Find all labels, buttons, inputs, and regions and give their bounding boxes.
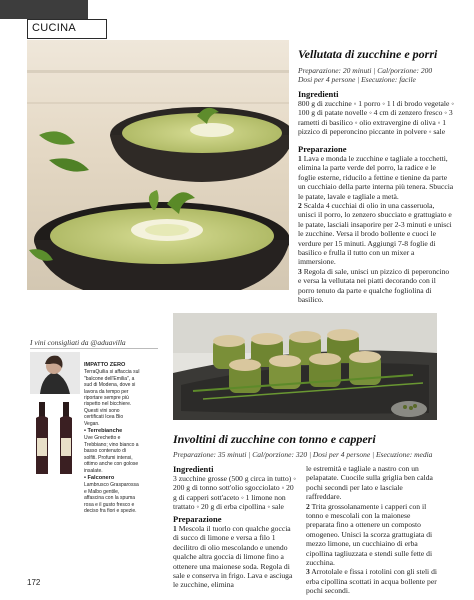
recipe2-step1-continued: le estremità e tagliale a nastro con un pelapatate. Cuocile sulla griglia ben calda pochi secondi per lato e lasciale raffreddare. [306,464,433,502]
recipe2-ingredients-heading: Ingredienti [173,464,214,474]
recipe2-step1 [173,524,297,590]
wine1-text: Uve Grechetto e Trebbiano; vino bianco a basso contenuto di solfiti. Profumi intensi, ottimo anche con golose insalate. [84,435,139,474]
recipe2-step [306,502,438,568]
step-number: 3 [306,567,310,577]
wine-description [84,362,140,515]
recipe2-meta: Preparazione: 35 minuti | Cal/porzione: 320 | Dosi per 4 persone | Esecuzione: media [173,450,433,459]
corner-bar [0,0,88,19]
recipe1-prep-heading: Preparazione [298,144,347,154]
recipe2-ingredients: 3 zucchine grosse (500 g circa in tutto) ◦ 200 g di tonno sott'olio sgocciolato ◦ 20 g di capperi sott'aceto ◦ 1 limone non trattato ◦ 20 g di erba cipollina ◦ sale [173,474,296,512]
wine-heading-prefix: I vini consigliati da [30,338,89,347]
step-number: 2 [306,501,310,511]
step-number: 3 [298,266,302,276]
winery-name: IMPATTO ZERO [84,362,126,368]
step-text: Trita grossolanamente i capperi con il tonno e mescolali con la maionese preparata fino a ottenere un composto omogeneo. Unisci la scorza grattugiata di mezzo limone, un cucchiaino di erba cipollina tagliuzzata e stendi sulle fette di zucchina. [306,501,433,568]
recipe2-step [306,567,438,595]
recipe1-title: Vellutata di zucchine e porri [298,47,438,61]
step-text: Lava e monda le zucchine e tagliale a tocchetti, elimina la parte verde del porro, la radice e le foglie esterne, riducilo a fettine e tienine da parte un cucchiaio della parte interna più tenera. Sbuccia le patate, lavale e tagliale a metà. [298,154,454,201]
step-number: 2 [298,201,302,211]
wine-bottles-photo [30,398,80,476]
recipe1-step [298,267,454,305]
recipe2-prep-heading: Preparazione [173,514,222,524]
recipe1-ingredients-heading: Ingredienti [298,89,339,99]
page-number: 172 [27,578,41,587]
recipe1-meta-line1: Preparazione: 20 minuti | Cal/porzione: 200 [298,66,433,75]
step-text: Regola di sale, unisci un pizzico di peperoncino e versa la vellutata nei piatti decorando con il porro tenuto da parte e qualche fogliolina di basilico. [298,266,450,305]
recipe1-step [298,201,454,267]
recipe1-steps [298,154,454,305]
step-number: 1 [173,524,177,533]
wine1-name: • Terrebianche [84,428,123,435]
winery-intro: TerraQuilia si affaccia sul "balcone dell'Emilia", a sud di Modena, dove si lavora da tempo per riportare sempre più rispetto nel bicchiere. Questi vini sono certificati Icea Bio Vegan. [84,369,140,427]
wine-divider [30,348,158,349]
wine-heading-handle: @aduavilla [90,338,126,347]
recipe1-step [298,154,454,201]
soup-photo [27,40,289,290]
section-label: CUCINA [32,22,76,34]
wine-heading [30,338,126,347]
wine2-text: Lambrusco Grasparossa e Malbo gentile, affascina con la spuma rosa e il gusto fresco e deciso fra fiori e spezie. [84,482,139,514]
recipe2-column2 [306,464,438,596]
recipe2-title: Involtini di zucchine con tonno e capperi [173,432,376,446]
step-text: Arrotolale e fissa i rotolini con gli steli di erba cipollina scottati in acqua bollente per pochi secondi. [306,567,437,596]
recipe1-meta [298,66,454,84]
zucchini-rolls-photo [173,313,437,420]
recipe1-ingredients: 800 g di zucchine ◦ 1 porro ◦ 1 l di brodo vegetale ◦ 100 g di patate novelle ◦ 4 cm di zenzero fresco ◦ 3 rametti di basilico ◦ olio extravergine di oliva ◦ 1 pizzico di peperoncino piccante in polvere ◦ sale [298,99,454,137]
step-text: Scalda 4 cucchiai di olio in una casseruola, unisci il porro, lo zenzero sbucciato e grattugiato e le patate, lasciali insaporire per 2-3 minuti e unisci le zucchine. Versa il brodo bollente e cuoci le verdure per 15 minuti. Aggiungi 7-8 foglie di basilico e frulla il tutto con un mixer a immersione. [298,201,452,267]
step-number: 1 [298,154,302,163]
step-text: Mescola il tuorlo con qualche goccia di succo di limone e versa a filo 1 decilitro di olio mescolando e unendo qualche altra goccia di limone fino a ottenere una maionese soda. Regola di sale e conserva in frigo. Lava e asciuga le zucchine, elimina [173,524,293,590]
wine2-name: • Falconero [84,474,115,481]
portrait-photo [30,352,80,394]
recipe1-meta-line2: Dosi per 4 persone | Esecuzione: facile [298,75,416,84]
